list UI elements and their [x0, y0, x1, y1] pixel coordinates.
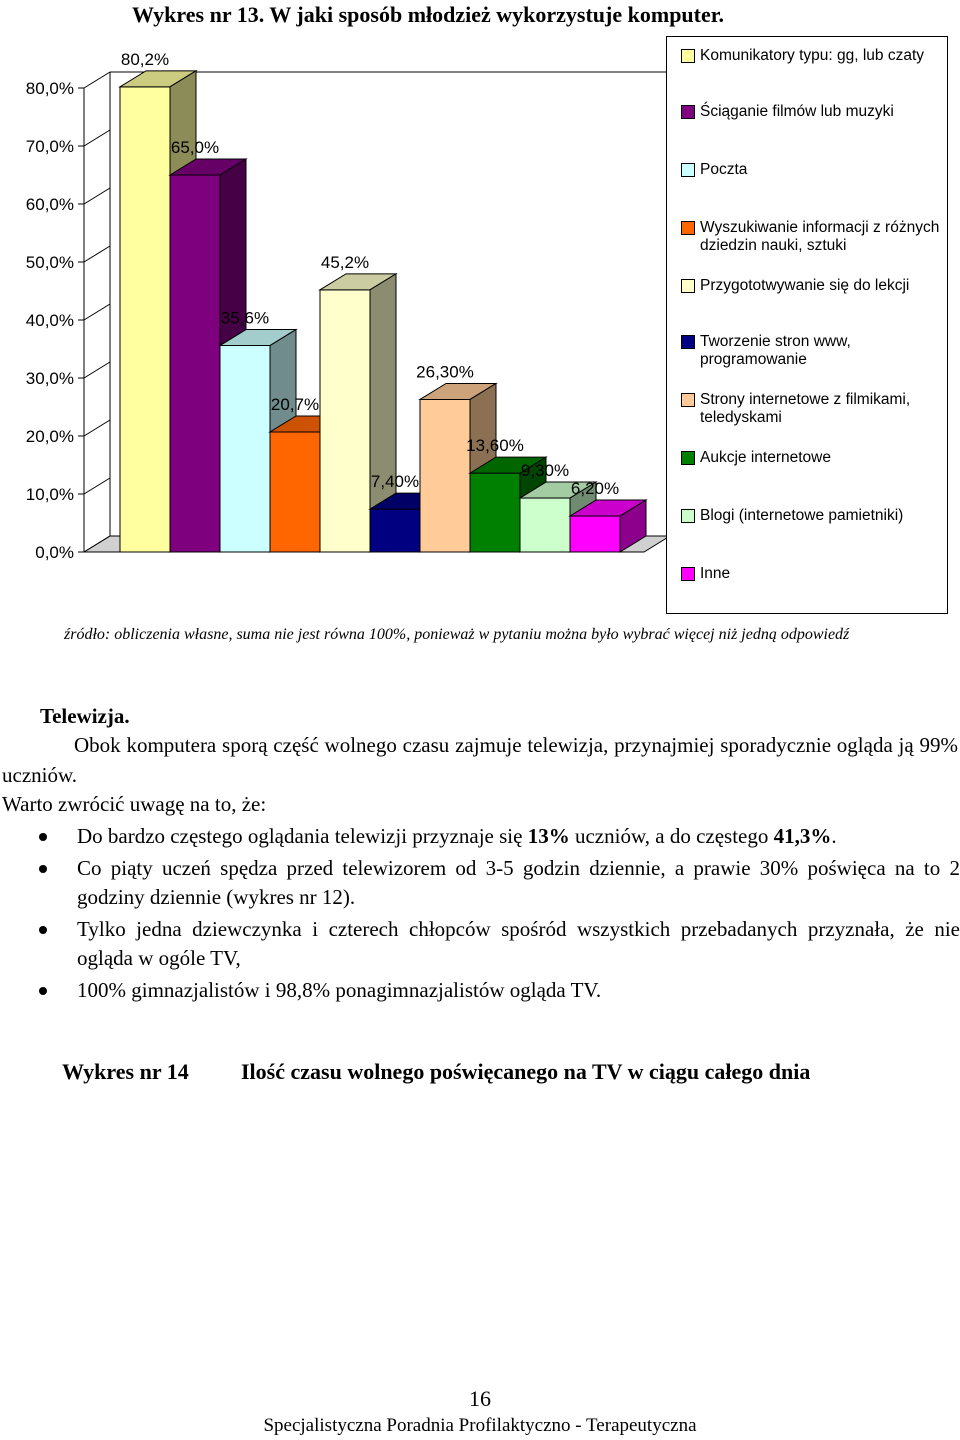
y-gridline-depth: [84, 362, 110, 378]
chart-title: Wykres nr 13. W jaki sposób młodzież wykorzystuje komputer.: [132, 2, 725, 27]
legend-swatch-icon: [681, 335, 695, 349]
legend-swatch-icon: [681, 163, 695, 177]
legend-swatch-icon: [681, 567, 695, 581]
bar-value-label: 9,30%: [520, 461, 570, 481]
bar-value-label: 45,2%: [320, 252, 370, 272]
bar-front: [320, 290, 370, 552]
legend-item: [681, 333, 943, 369]
legend-swatch-icon: [681, 451, 695, 465]
bullet-item: [0, 976, 960, 1006]
y-gridline-depth: [84, 246, 110, 262]
legend-label: Wyszukiwanie informacji z różnych dziedzin nauki, sztuki: [700, 219, 940, 254]
legend-item: [681, 219, 943, 255]
bullet-item: [0, 854, 960, 913]
y-gridline-depth: [84, 478, 110, 494]
y-gridline-depth: [84, 420, 110, 436]
bar-value-label: 20,7%: [270, 394, 320, 414]
y-gridline-depth: [84, 72, 110, 88]
bar-front: [170, 175, 220, 552]
bar-chart-13: [0, 0, 666, 610]
bullet-text: Tylko jedna dziewczynka i czterech chłopców spośród wszystkich przebadanych przyznała, że nie ogląda w ogóle TV,: [77, 916, 960, 970]
legend-swatch-icon: [681, 509, 695, 523]
legend-item: [681, 103, 943, 121]
bar-front: [120, 87, 170, 552]
bullet-bold-value: 41,3%: [773, 824, 832, 848]
chart-legend: [666, 36, 948, 614]
legend-label: Blogi (internetowe pamietniki): [700, 507, 904, 524]
bullet-text: 100% gimnazjalistów i 98,8% ponagimnazjalistów ogląda TV.: [77, 977, 602, 1002]
y-tick-label: 40,0%: [25, 311, 74, 330]
bar-value-label: 65,0%: [170, 138, 220, 157]
y-tick-label: 70,0%: [25, 137, 74, 156]
page-footer: Specjalistyczna Poradnia Profilaktyczno - Terapeutyczna: [263, 1415, 697, 1436]
bar-value-label: 7,40%: [370, 472, 420, 492]
source-note: źródło: obliczenia własne, suma nie jest równa 100%, ponieważ w pytaniu można było wybrać więcej niż jedną odpowiedź: [64, 626, 850, 643]
legend-label: Strony internetowe z filmikami, teledyskami: [700, 391, 911, 426]
y-tick-label: 30,0%: [25, 369, 74, 388]
y-tick-label: 20,0%: [25, 427, 74, 446]
y-gridline-depth: [84, 130, 110, 146]
next-chart-label: Wykres nr 14: [62, 1059, 189, 1084]
bullet-text: .: [831, 824, 837, 848]
legend-item: [681, 449, 943, 467]
bar-front: [270, 432, 320, 552]
legend-swatch-icon: [681, 279, 695, 293]
bar-value-label: 80,2%: [120, 49, 170, 69]
bullet-text: Do bardzo częstego oglądania telewizji przyznaje się: [77, 824, 528, 848]
legend-swatch-icon: [681, 221, 695, 235]
section-heading: Telewizja.: [40, 704, 130, 728]
bullet-list: [0, 822, 960, 1007]
bar-front: [470, 473, 520, 552]
legend-swatch-icon: [681, 393, 695, 407]
y-tick-label: 80,0%: [25, 79, 74, 98]
legend-item: [681, 47, 943, 65]
bullet-text: Co piąty uczeń spędza przed telewizorem od 3-5 godzin dziennie, a prawie 30% poświęca na to 2 godziny dziennie (wykres nr 12).: [77, 855, 960, 909]
legend-label: Inne: [700, 565, 731, 582]
legend-item: [681, 277, 943, 295]
legend-item: [681, 507, 943, 525]
legend-label: Przygototwywanie się do lekcji: [700, 277, 910, 294]
legend-item: [681, 161, 943, 179]
y-tick-label: 0,0%: [35, 543, 74, 562]
intro-paragraph: Obok komputera sporą część wolnego czasu zajmuje telewizja, przynajmiej sporadycznie ogląda ją 99% uczniów.: [2, 733, 958, 787]
bar-value-label: 26,30%: [416, 362, 474, 382]
bar-value-label: 6,20%: [570, 479, 620, 499]
bullet-dot-icon: [39, 926, 47, 934]
y-tick-label: 50,0%: [25, 253, 74, 272]
y-gridline-depth: [84, 188, 110, 204]
bullet-bold-value: 13%: [527, 824, 570, 848]
legend-label: Ściąganie filmów lub muzyki: [700, 103, 894, 120]
legend-label: Poczta: [700, 161, 748, 178]
bullet-dot-icon: [39, 833, 47, 841]
bullet-item: [0, 822, 960, 852]
legend-item: [681, 565, 943, 583]
legend-label: Tworzenie stron www, programowanie: [700, 333, 851, 368]
legend-label: Aukcje internetowe: [700, 449, 831, 466]
y-tick-label: 10,0%: [25, 485, 74, 504]
legend-swatch-icon: [681, 49, 695, 63]
bullet-item: [0, 915, 960, 974]
next-chart-title: Ilość czasu wolnego poświęcanego na TV w ciągu całego dnia: [241, 1059, 811, 1084]
bar-front: [370, 509, 420, 552]
page-number: 16: [469, 1386, 491, 1411]
bullet-dot-icon: [39, 865, 47, 873]
bar-front: [520, 498, 570, 552]
bar-front: [420, 399, 470, 552]
legend-label: Komunikatory typu: gg, lub czaty: [700, 47, 925, 64]
bar-front: [570, 516, 620, 552]
bar-value-label: 13,60%: [466, 436, 524, 456]
y-gridline-depth: [84, 304, 110, 320]
y-tick-label: 60,0%: [25, 195, 74, 214]
legend-swatch-icon: [681, 105, 695, 119]
bullet-dot-icon: [39, 987, 47, 995]
bar-front: [220, 346, 270, 552]
bullet-text: uczniów, a do częstego: [569, 824, 774, 848]
legend-item: [681, 391, 943, 427]
bar-value-label: 35,6%: [220, 308, 270, 328]
note-line: Warto zwrócić uwagę na to, że:: [2, 792, 267, 816]
